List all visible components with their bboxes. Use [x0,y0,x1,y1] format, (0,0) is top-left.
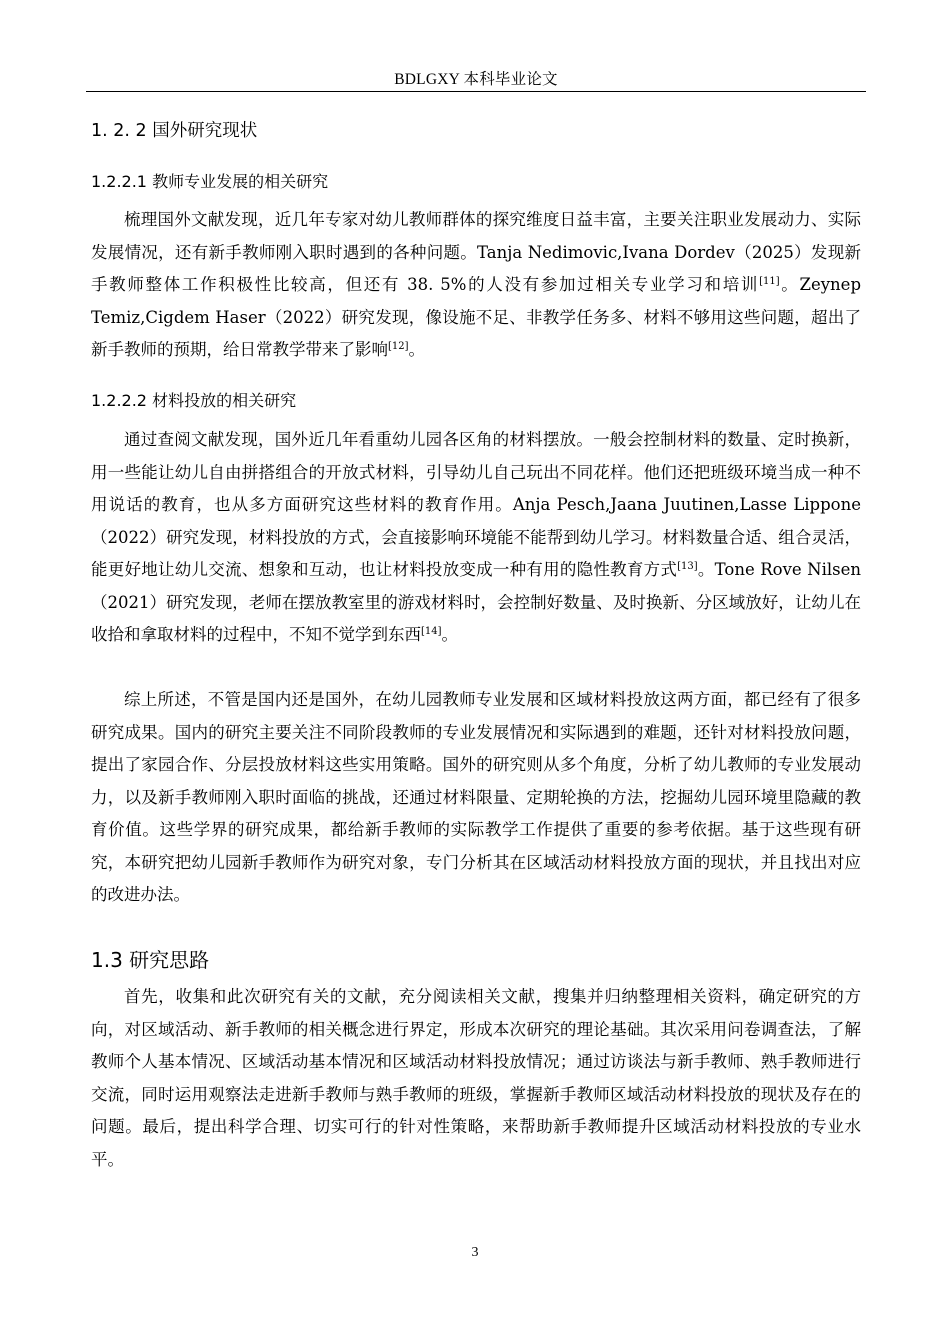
paragraph-teacher-development [91,204,861,367]
running-header: BDLGXY 本科毕业论文 [394,71,558,88]
subsection-heading-1-2-2-1: 1.2.2.1 教师专业发展的相关研究 [91,172,329,191]
text-run: 。 [408,340,426,359]
citation-11: [11] [759,276,780,287]
header-divider [86,91,866,92]
section-heading-1-3: 1.3 研究思路 [91,948,210,972]
citation-14: [14] [421,626,442,637]
text-run: 梳理国外文献发现，近几年专家对幼儿教师群体的探究维度日益丰富，主要关注职业发展动力、实际发展情况，还有新手教师刚入职时遇到的各种问题。Tanja Nedimovic,Ivana Dordev（2025）发现新手教师整体工作积极性比较高，但还有 38. 5%的人没有参加过相关专业学习和培训 [91,210,861,294]
text-run: 通过查阅文献发现，国外近几年看重幼儿园各区角的材料摆放。一般会控制材料的数量、定时换新，用一些能让幼儿自由拼搭组合的开放式材料，引导幼儿自己玩出不同花样。他们还把班级环境当成一种不用说话的教育，也从多方面研究这些材料的教育作用。Anja Pesch,Jaana Juutinen,Lasse Lippone（2022）研究发现，材料投放的方式，会直接影响环境能不能帮到幼儿学习。材料数量合适、组合灵活，能更好地让幼儿交流、想象和互动，也让材料投放变成一种有用的隐性教育方式 [91,430,861,579]
page-number: 3 [471,1245,479,1260]
text-run: 。Zeynep Temiz,Cigdem Haser（2022）研究发现，像设施不足、非教学任务多、材料不够用这些问题，超出了新手教师的预期，给日常教学带来了影响 [91,275,862,359]
paragraph-summary: 综上所述，不管是国内还是国外，在幼儿园教师专业发展和区域材料投放这两方面，都已经有了很多研究成果。国内的研究主要关注不同阶段教师的专业发展情况和实际遇到的难题，还针对材料投放问题，提出了家园合作、分层投放材料这些实用策略。国外的研究则从多个角度，分析了幼儿教师的专业发展动力，以及新手教师刚入职时面临的挑战，还通过材料限量、定期轮换的方法，挖掘幼儿园环境里隐藏的教育价值。这些学界的研究成果，都给新手教师的实际教学工作提供了重要的参考依据。基于这些现有研究，本研究把幼儿园新手教师作为研究对象，专门分析其在区域活动材料投放方面的现状，并且找出对应的改进办法。 [91,690,861,904]
citation-13: [13] [677,561,698,572]
paragraph-research-approach: 首先，收集和此次研究有关的文献，充分阅读相关文献，搜集并归纳整理相关资料，确定研究的方向，对区域活动、新手教师的相关概念进行界定，形成本次研究的理论基础。其次采用问卷调查法，了解教师个人基本情况、区域活动基本情况和区域活动材料投放情况；通过访谈法与新手教师、熟手教师进行交流，同时运用观察法走进新手教师与熟手教师的班级，掌握新手教师区域活动材料投放的现状及存在的问题。最后，提出科学合理、切实可行的针对性策略，来帮助新手教师提升区域活动材料投放的专业水平。 [91,987,861,1169]
text-run: 。Tone Rove Nilsen（2021）研究发现，老师在摆放教室里的游戏材料时，会控制好数量、及时换新、分区域放好，让幼儿在收拾和拿取材料的过程中，不知不觉学到东西 [91,560,861,644]
paragraph-material-placement [91,424,861,652]
citation-12: [12] [388,341,409,352]
subsection-heading-1-2-2-2: 1.2.2.2 材料投放的相关研究 [91,391,297,410]
section-heading-1-2-2: 1. 2. 2 国外研究现状 [91,121,258,141]
text-run: 。 [441,625,459,644]
